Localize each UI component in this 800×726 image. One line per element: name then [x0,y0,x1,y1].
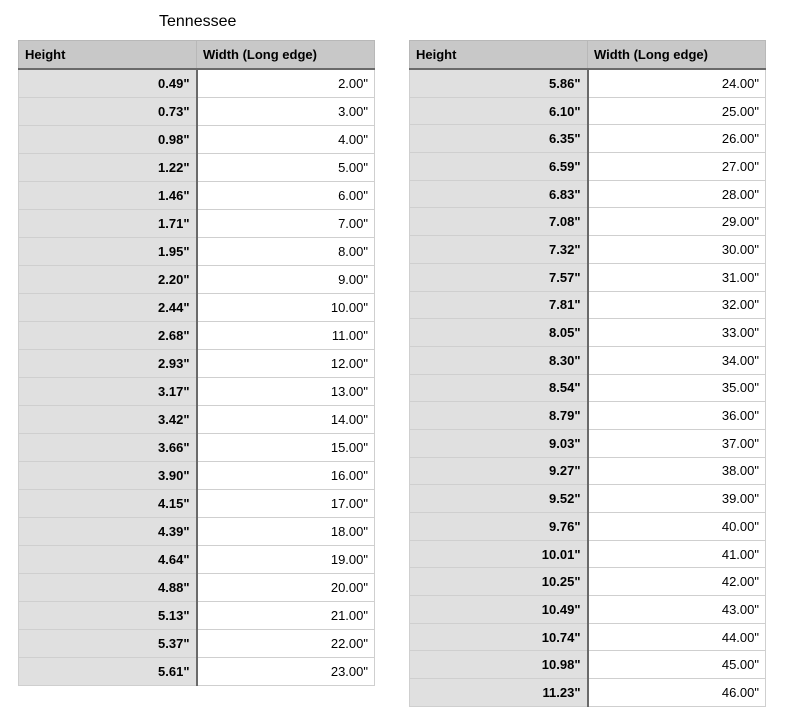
width-cell[interactable]: 21.00" [197,602,375,630]
width-cell[interactable]: 6.00" [197,182,375,210]
width-cell[interactable]: 35.00" [588,374,766,402]
height-cell[interactable]: 4.15" [19,490,197,518]
width-cell[interactable]: 44.00" [588,623,766,651]
height-cell[interactable]: 3.66" [19,434,197,462]
table-row [19,69,375,98]
table-row [410,263,766,291]
width-cell[interactable]: 11.00" [197,322,375,350]
width-cell[interactable]: 25.00" [588,97,766,125]
width-cell[interactable]: 17.00" [197,490,375,518]
table-row [19,658,375,686]
table-row [410,374,766,402]
table-row [410,208,766,236]
sheet-title: Tennessee [159,13,237,30]
width-cell[interactable]: 2.00" [197,69,375,98]
height-cell[interactable]: 7.81" [410,291,588,319]
table-row [410,651,766,679]
height-cell[interactable]: 2.20" [19,266,197,294]
width-cell[interactable]: 32.00" [588,291,766,319]
header-row [19,41,375,70]
width-cell[interactable]: 18.00" [197,518,375,546]
size-table-left [18,40,375,686]
height-header[interactable]: Height [410,41,588,70]
height-cell[interactable]: 1.71" [19,210,197,238]
height-cell[interactable]: 4.88" [19,574,197,602]
width-cell[interactable]: 30.00" [588,236,766,264]
height-cell[interactable]: 5.37" [19,630,197,658]
table-row [19,378,375,406]
height-cell[interactable]: 0.73" [19,98,197,126]
width-cell[interactable]: 45.00" [588,651,766,679]
height-cell[interactable]: 10.01" [410,540,588,568]
width-cell[interactable]: 12.00" [197,350,375,378]
width-cell[interactable]: 40.00" [588,513,766,541]
height-cell[interactable]: 5.13" [19,602,197,630]
table-row [19,574,375,602]
width-cell[interactable]: 42.00" [588,568,766,596]
width-cell[interactable]: 14.00" [197,406,375,434]
height-cell[interactable]: 10.98" [410,651,588,679]
table-row [19,98,375,126]
height-cell[interactable]: 5.61" [19,658,197,686]
width-cell[interactable]: 19.00" [197,546,375,574]
table-row [19,490,375,518]
height-cell[interactable]: 8.54" [410,374,588,402]
width-cell[interactable]: 23.00" [197,658,375,686]
width-cell[interactable]: 34.00" [588,346,766,374]
width-cell[interactable]: 33.00" [588,319,766,347]
table-row [19,294,375,322]
height-cell[interactable]: 2.44" [19,294,197,322]
height-cell[interactable]: 7.57" [410,263,588,291]
table-row [19,154,375,182]
height-cell[interactable]: 1.95" [19,238,197,266]
table-row [410,679,766,707]
height-cell[interactable]: 8.05" [410,319,588,347]
table-row [19,126,375,154]
table-row [410,485,766,513]
height-cell[interactable]: 3.90" [19,462,197,490]
table-row [19,210,375,238]
width-cell[interactable]: 46.00" [588,679,766,707]
width-cell[interactable]: 41.00" [588,540,766,568]
width-cell[interactable]: 15.00" [197,434,375,462]
table-row [410,291,766,319]
table-row [410,153,766,181]
table-row [410,568,766,596]
height-cell[interactable]: 6.10" [410,97,588,125]
width-cell[interactable]: 9.00" [197,266,375,294]
height-cell[interactable]: 0.98" [19,126,197,154]
height-cell[interactable]: 6.59" [410,153,588,181]
width-cell[interactable]: 24.00" [588,69,766,97]
table-row [410,429,766,457]
table-row [19,350,375,378]
width-cell[interactable]: 5.00" [197,154,375,182]
height-header[interactable]: Height [19,41,197,70]
table-row [19,434,375,462]
width-cell[interactable]: 20.00" [197,574,375,602]
table-row [19,518,375,546]
table-row [410,623,766,651]
table-row [19,182,375,210]
height-cell[interactable]: 2.93" [19,350,197,378]
width-cell[interactable]: 36.00" [588,402,766,430]
height-cell[interactable]: 9.03" [410,429,588,457]
height-cell[interactable]: 8.30" [410,346,588,374]
height-cell[interactable]: 10.25" [410,568,588,596]
table-row [19,462,375,490]
width-cell[interactable]: 3.00" [197,98,375,126]
width-cell[interactable]: 38.00" [588,457,766,485]
table-row [410,236,766,264]
table-row [410,180,766,208]
table-row [410,513,766,541]
size-table-right [409,40,766,707]
table-row [410,125,766,153]
table-row [410,319,766,347]
width-cell[interactable]: 16.00" [197,462,375,490]
width-cell[interactable]: 26.00" [588,125,766,153]
table-row [410,97,766,125]
width-cell[interactable]: 39.00" [588,485,766,513]
height-cell[interactable]: 4.64" [19,546,197,574]
height-cell[interactable]: 7.32" [410,236,588,264]
table-body-left [19,69,375,686]
width-cell[interactable]: 29.00" [588,208,766,236]
width-header[interactable]: Width (Long edge) [197,41,375,70]
height-cell[interactable]: 2.68" [19,322,197,350]
width-cell[interactable]: 31.00" [588,263,766,291]
table-row [19,602,375,630]
width-cell[interactable]: 27.00" [588,153,766,181]
height-cell[interactable]: 3.42" [19,406,197,434]
table-row [19,266,375,294]
table-row [19,322,375,350]
height-cell[interactable]: 10.49" [410,596,588,624]
height-cell[interactable]: 9.52" [410,485,588,513]
table-row [410,69,766,97]
table-row [410,402,766,430]
height-cell[interactable]: 6.83" [410,180,588,208]
table-row [19,238,375,266]
table-row [410,596,766,624]
height-cell[interactable]: 7.08" [410,208,588,236]
height-cell[interactable]: 8.79" [410,402,588,430]
height-cell[interactable]: 0.49" [19,69,197,98]
height-cell[interactable]: 11.23" [410,679,588,707]
width-cell[interactable]: 37.00" [588,429,766,457]
table-row [410,457,766,485]
height-cell[interactable]: 9.76" [410,513,588,541]
width-cell[interactable]: 28.00" [588,180,766,208]
height-cell[interactable]: 10.74" [410,623,588,651]
height-cell[interactable]: 1.22" [19,154,197,182]
table-row [410,540,766,568]
width-cell[interactable]: 43.00" [588,596,766,624]
height-cell[interactable]: 6.35" [410,125,588,153]
width-cell[interactable]: 10.00" [197,294,375,322]
table-row [410,346,766,374]
height-cell[interactable]: 3.17" [19,378,197,406]
table-row [19,630,375,658]
height-cell[interactable]: 4.39" [19,518,197,546]
header-row [410,41,766,70]
width-cell[interactable]: 7.00" [197,210,375,238]
height-cell[interactable]: 1.46" [19,182,197,210]
width-cell[interactable]: 4.00" [197,126,375,154]
table-row [19,546,375,574]
height-cell[interactable]: 9.27" [410,457,588,485]
table-body-right [410,69,766,706]
width-cell[interactable]: 22.00" [197,630,375,658]
width-header[interactable]: Width (Long edge) [588,41,766,70]
width-cell[interactable]: 8.00" [197,238,375,266]
height-cell[interactable]: 5.86" [410,69,588,97]
width-cell[interactable]: 13.00" [197,378,375,406]
table-row [19,406,375,434]
